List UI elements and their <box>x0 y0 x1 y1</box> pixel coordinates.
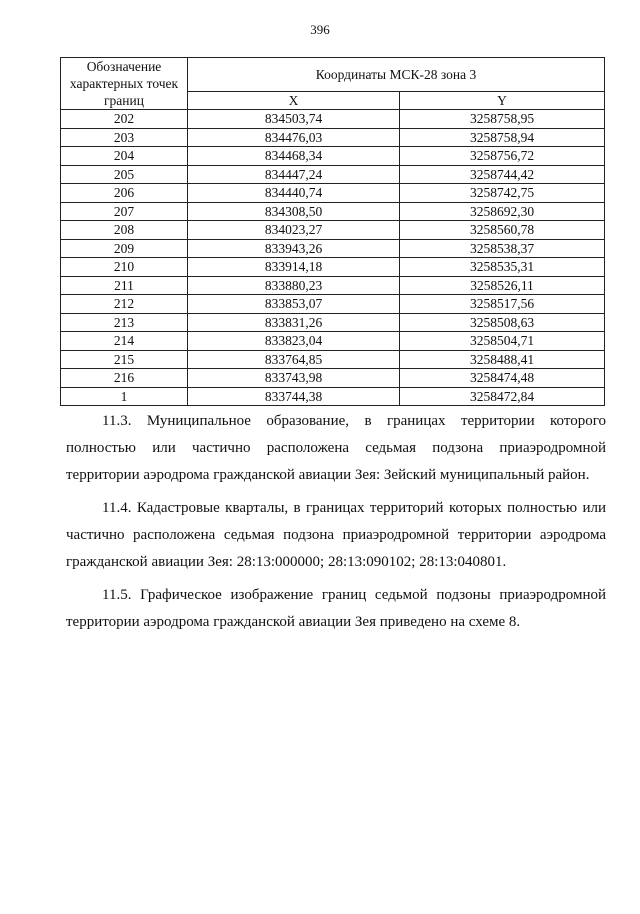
point-cell: 203 <box>61 128 188 147</box>
table-row <box>61 147 605 166</box>
table-row <box>61 184 605 203</box>
y-coordinate-cell: 3258472,84 <box>400 387 605 406</box>
y-coordinate-cell: 3258756,72 <box>400 147 605 166</box>
point-column-header: Обозначение характерных точек границ <box>61 58 188 110</box>
point-cell: 213 <box>61 313 188 332</box>
x-coordinate-cell: 834468,34 <box>188 147 400 166</box>
table-row <box>61 165 605 184</box>
table-row <box>61 239 605 258</box>
paragraph-11-5: 11.5. Графическое изображение границ седьмой подзоны приаэродромной территории аэродрома гражданской авиации Зея приведено на схеме 8. <box>66 587 606 630</box>
y-coordinate-cell: 3258474,48 <box>400 369 605 388</box>
y-coordinate-cell: 3258560,78 <box>400 221 605 240</box>
y-coordinate-cell: 3258517,56 <box>400 295 605 314</box>
y-coordinate-cell: 3258488,41 <box>400 350 605 369</box>
y-coordinate-cell: 3258758,94 <box>400 128 605 147</box>
point-cell: 204 <box>61 147 188 166</box>
x-coordinate-cell: 833743,98 <box>188 369 400 388</box>
y-coordinate-cell: 3258538,37 <box>400 239 605 258</box>
point-cell: 210 <box>61 258 188 277</box>
coordinates-table <box>60 57 605 406</box>
point-cell: 205 <box>61 165 188 184</box>
point-cell: 216 <box>61 369 188 388</box>
x-coordinate-cell: 834440,74 <box>188 184 400 203</box>
y-coordinate-cell: 3258744,42 <box>400 165 605 184</box>
table-header-row <box>61 58 605 92</box>
table-row <box>61 387 605 406</box>
x-coordinate-cell: 833764,85 <box>188 350 400 369</box>
table-row <box>61 332 605 351</box>
table-body <box>61 110 605 406</box>
y-coordinate-cell: 3258535,31 <box>400 258 605 277</box>
table-row <box>61 350 605 369</box>
x-coordinate-cell: 834476,03 <box>188 128 400 147</box>
y-coordinate-cell: 3258758,95 <box>400 110 605 129</box>
point-cell: 207 <box>61 202 188 221</box>
paragraph-11-3: 11.3. Муниципальное образование, в границах территории которого полностью или частично расположена седьмая подзона приаэродромной территории аэродрома гражданской авиации Зея: Зейский муниципальный район. <box>66 413 606 483</box>
page-number: 396 <box>310 22 330 37</box>
x-column-header: X <box>188 91 400 109</box>
x-coordinate-cell: 833823,04 <box>188 332 400 351</box>
paragraph-11-4: 11.4. Кадастровые кварталы, в границах территорий которых полностью или частично расположена седьмая подзона приаэродромной территории аэродрома гражданской авиации Зея: 28:13:000000; 28:13:090102; 28:13:040801. <box>66 500 606 570</box>
x-coordinate-cell: 833914,18 <box>188 258 400 277</box>
table-row <box>61 313 605 332</box>
y-coordinate-cell: 3258504,71 <box>400 332 605 351</box>
y-coordinate-cell: 3258526,11 <box>400 276 605 295</box>
x-coordinate-cell: 833880,23 <box>188 276 400 295</box>
point-cell: 206 <box>61 184 188 203</box>
table-row <box>61 276 605 295</box>
point-cell: 215 <box>61 350 188 369</box>
point-cell: 1 <box>61 387 188 406</box>
x-coordinate-cell: 833744,38 <box>188 387 400 406</box>
point-cell: 212 <box>61 295 188 314</box>
table-row <box>61 221 605 240</box>
y-column-header: Y <box>400 91 605 109</box>
point-cell: 214 <box>61 332 188 351</box>
y-coordinate-cell: 3258692,30 <box>400 202 605 221</box>
point-cell: 209 <box>61 239 188 258</box>
table-row <box>61 369 605 388</box>
x-coordinate-cell: 833831,26 <box>188 313 400 332</box>
x-coordinate-cell: 834447,24 <box>188 165 400 184</box>
table-row <box>61 295 605 314</box>
body-text <box>66 408 606 642</box>
point-cell: 211 <box>61 276 188 295</box>
table-row <box>61 110 605 129</box>
point-cell: 208 <box>61 221 188 240</box>
point-cell: 202 <box>61 110 188 129</box>
x-coordinate-cell: 833853,07 <box>188 295 400 314</box>
x-coordinate-cell: 834023,27 <box>188 221 400 240</box>
y-coordinate-cell: 3258742,75 <box>400 184 605 203</box>
table-row <box>61 202 605 221</box>
x-coordinate-cell: 833943,26 <box>188 239 400 258</box>
y-coordinate-cell: 3258508,63 <box>400 313 605 332</box>
x-coordinate-cell: 834503,74 <box>188 110 400 129</box>
coordinates-column-header: Координаты МСК-28 зона 3 <box>188 58 605 92</box>
table-row <box>61 258 605 277</box>
x-coordinate-cell: 834308,50 <box>188 202 400 221</box>
table-row <box>61 128 605 147</box>
